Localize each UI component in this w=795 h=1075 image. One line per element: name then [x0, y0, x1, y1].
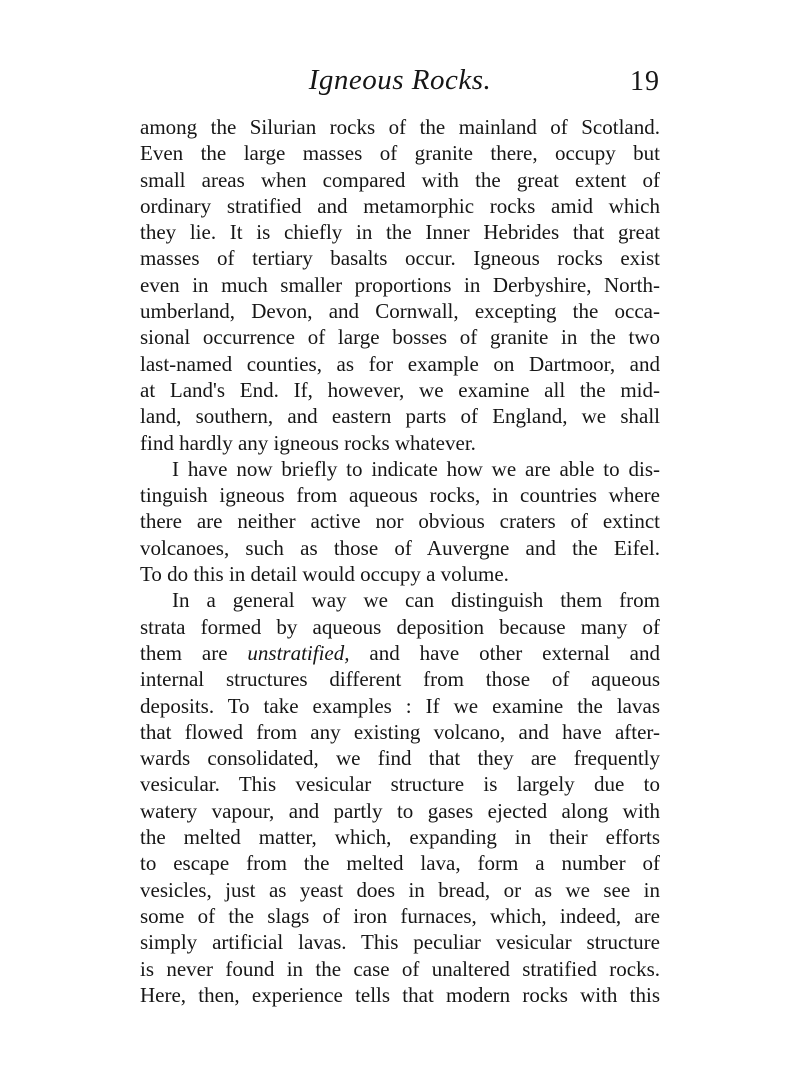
emphasized-word: unstratified,	[247, 640, 350, 665]
text-line: masses of tertiary basalts occur. Igneous rocks exist	[140, 246, 660, 271]
text-line: sional occurrence of large bosses of granite in the two	[140, 325, 660, 350]
body-text	[140, 114, 660, 1008]
text-line: vesicular. This vesicular structure is largely due to	[140, 772, 660, 797]
page-number: 19	[630, 66, 660, 97]
text-line: watery vapour, and partly to gases ejected along with	[140, 798, 660, 823]
text-line	[140, 640, 660, 666]
text-line: In a general way we can distinguish them from	[172, 588, 660, 613]
text-line: deposits. To take examples : If we examine the lavas	[140, 693, 660, 718]
text-line: land, southern, and eastern parts of England, we shall	[140, 404, 660, 429]
text-line: even in much smaller proportions in Derbyshire, North-	[140, 272, 660, 297]
text-line: last-named counties, as for example on Dartmoor, and	[140, 351, 660, 376]
running-title: Igneous Rocks.	[308, 64, 492, 96]
text-line: that flowed from any existing volcano, and have after-	[140, 719, 660, 744]
text-line: some of the slags of iron furnaces, which, indeed, are	[140, 903, 660, 928]
text-line: Here, then, experience tells that modern rocks with this	[140, 982, 660, 1007]
text-line: among the Silurian rocks of the mainland of Scotland.	[140, 115, 660, 139]
text-segment: them are	[140, 640, 248, 665]
text-line: I have now briefly to indicate how we are able to dis-	[172, 456, 660, 481]
text-line: they lie. It is chiefly in the Inner Hebrides that great	[140, 220, 660, 245]
text-line: find hardly any igneous rocks whatever.	[140, 430, 476, 455]
text-line: ordinary stratified and metamorphic rocks amid which	[140, 193, 660, 218]
text-line: vesicles, just as yeast does in bread, or as we see in	[140, 877, 660, 902]
text-line: internal structures different from those of aqueous	[140, 667, 660, 692]
text-line: at Land's End. If, however, we examine all the mid-	[140, 377, 660, 402]
text-segment: and have other external and	[349, 640, 660, 665]
text-line: umberland, Devon, and Cornwall, excepting the occa-	[140, 299, 660, 324]
text-line: strata formed by aqueous deposition because many of	[140, 614, 660, 639]
text-line: Even the large masses of granite there, occupy but	[140, 141, 660, 166]
text-line: the melted matter, which, expanding in their efforts	[140, 825, 660, 850]
text-line: to escape from the melted lava, form a number of	[140, 851, 660, 876]
text-line: wards consolidated, we find that they are frequently	[140, 746, 660, 771]
text-line: tinguish igneous from aqueous rocks, in countries where	[140, 483, 660, 508]
text-line: is never found in the case of unaltered stratified rocks.	[140, 956, 660, 981]
text-line: To do this in detail would occupy a volume.	[140, 562, 509, 587]
text-line: small areas when compared with the great extent of	[140, 167, 660, 192]
running-head	[140, 64, 660, 104]
text-line: volcanoes, such as those of Auvergne and the Eifel.	[140, 535, 660, 560]
text-line: there are neither active nor obvious craters of extinct	[140, 509, 660, 534]
text-line: simply artificial lavas. This peculiar vesicular structure	[140, 930, 660, 955]
